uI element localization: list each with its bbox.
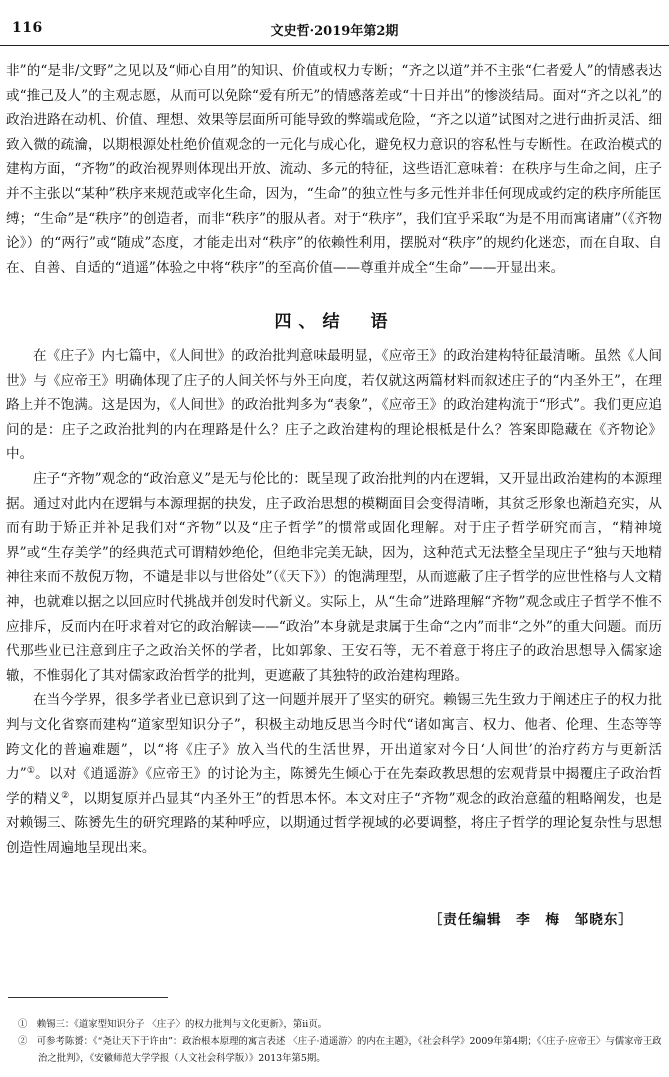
conclusion-paragraph-2: 庄子“齐物”观念的“政治意义”是无与伦比的：既呈现了政治批判的内在逻辑，又开显出政治建构的本源理据。通过对此内在逻辑与本源理据的抉发，庄子政治思想的模糊面目会变得清晰，其贫乏形象也渐趋充实，从而有助于矫正并补足我们对“齐物”以及“庄子哲学”的惯常或固化理解。对于庄子哲学研究而言，“精神境界”或“生存美学”的经典范式可谓精妙绝伦，但绝非完美无缺，因为，这种范式无法整全呈现庄子“独与天地精神往来而不敖倪万物，不谴是非以与世俗处”（《天下》）的饱满理型，从而遮蔽了庄子哲学的应世性格与人文精神，也就难以据之以回应时代挑战并创发时代新义。实际上，从“生命”进路理解“齐物”观念或庄子哲学不惟不应排斥，反而内在吁求着对它的政治解读——“政治”本身就是隶属于生命“之内”而非“之外”的重大问题。而历代那些业已注意到庄子之政治关怀的学者，比如郭象、王安石等，无不着意于将庄子的政治思想导入儒家途辙，不惟弱化了其对儒家政治哲学的批判，更遮蔽了其独特的政治建构理路。 — [6, 470, 662, 684]
page-header — [0, 0, 669, 46]
paragraph-text-part: ，以期复原并凸显其“内圣外王”的哲思本怀。本文对庄子“齐物”观念的政治意蕴的粗略阐发，也是对赖锡三、陈赟先生的研究理路的某种呼应，以期通过哲学视域的必要调整，将庄子哲学的理论复杂性与思想创造性周遍地呈现出来。 — [6, 790, 662, 856]
footnote-ref-2: ② — [61, 790, 70, 801]
footnote-1: ① 赖锡三：《道家型知识分子 〈庄子〉的权力批判与文化更新》，第ii页。 — [18, 1019, 327, 1030]
footnote-2: ② 可参考陈赟：《“尧让天下于许由”：政治根本原理的寓言表述 〈庄子·逍遥游〉的内在主题》，《社会科学》2009年第4期；《〈庄子·应帝王〉与儒家帝王政治之批判》，《安徽师范大学学报（人文社会科学版）》2013年第5期。 — [18, 1036, 662, 1064]
paragraph-text-part: 在当今学界，很多学者业已意识到了这一问题并展开了坚实的研究。赖锡三先生致力于阐述庄子的权力批判与文化省察而建构“道家型知识分子”，积极主动地反思当今时代“诸如寓言、权力、他者、伦理、生态等等跨文化的普遍难题”，以“将《庄子》放入当代的生活世界，开出道家对今日‘人间世’的治疗药方与更新活力” — [6, 692, 662, 783]
conclusion-paragraph-3 — [6, 688, 662, 860]
conclusion-paragraph-1: 在《庄子》内七篇中，《人间世》的政治批判意味最明显，《应帝王》的政治建构特征最清晰。虽然《人间世》与《应帝王》明确体现了庄子的人间关怀与外王向度，若仅就这两篇材料而叙述庄子的“内圣外王”，在理路上并不饱满。这是因为，《人间世》的政治批判多为“表象”，《应帝王》的政治建构流于“形式”。我们更应追问的是：庄子之政治批判的内在理路是什么？庄子之政治建构的理论根柢是什么？答案即隐藏在《齐物论》中。 — [6, 348, 662, 463]
header-rule — [0, 45, 669, 46]
paragraph-text-part: 。以对《逍遥游》《应帝王》的讨论为主，陈赟先生倾心于在先秦政教思想的宏观背景中揭覆庄子政治哲学的精义 — [6, 766, 662, 807]
footnote-separator — [8, 997, 168, 998]
responsible-editors: ［责任编辑 李 梅 邹晓东］ — [428, 912, 633, 928]
continued-paragraph-block — [6, 59, 662, 280]
footnote-ref-1: ① — [26, 766, 36, 777]
page-number: 116 — [12, 20, 43, 36]
section-heading: 四、结 语 — [274, 312, 395, 332]
journal-title: 文史哲·2019年第2期 — [270, 24, 399, 39]
footnotes — [6, 1016, 662, 1067]
conclusion-section — [6, 344, 662, 860]
paragraph-continued: 非”的“是非/文野”之见以及“师心自用”的知识、价值或权力专断；“齐之以道”并不主张“仁者爱人”的情感表达或“推己及人”的主观志愿，从而可以免除“爱有所无”的情感落差或“十日并出”的惨淡结局。面对“齐之以礼”的政治进路在动机、价值、理想、效果等层面所可能导致的弊端或危险，“齐之以道”试图对之进行曲折灵活、细致入微的疏瀹，以期根源处杜绝价值观念的一元化与成心化，避免权力意识的容私性与专断性。在政治模式的建构方面，“齐物”的政治视界则体现出开放、流动、多元的特征，这些语汇意味着：在秩序与生命之间，庄子并不主张以“某种”秩序来规范或宰化生命，因为，“生命”的独立性与多元性并非任何现成或约定的秩序所能匡缚；“生命”是“秩序”的创造者，而非“秩序”的服从者。对于“秩序”，我们宜乎采取“为是不用而寓诸庸”（《齐物论》）的“两行”或“随成”态度，才能走出对“秩序”的依赖性利用，摆脱对“秩序”的规约化迷恋，而在自取、自在、自善、自适的“逍遥”体验之中将“秩序”的至高价值——尊重并成全“生命”——开显出来。 — [6, 63, 662, 276]
